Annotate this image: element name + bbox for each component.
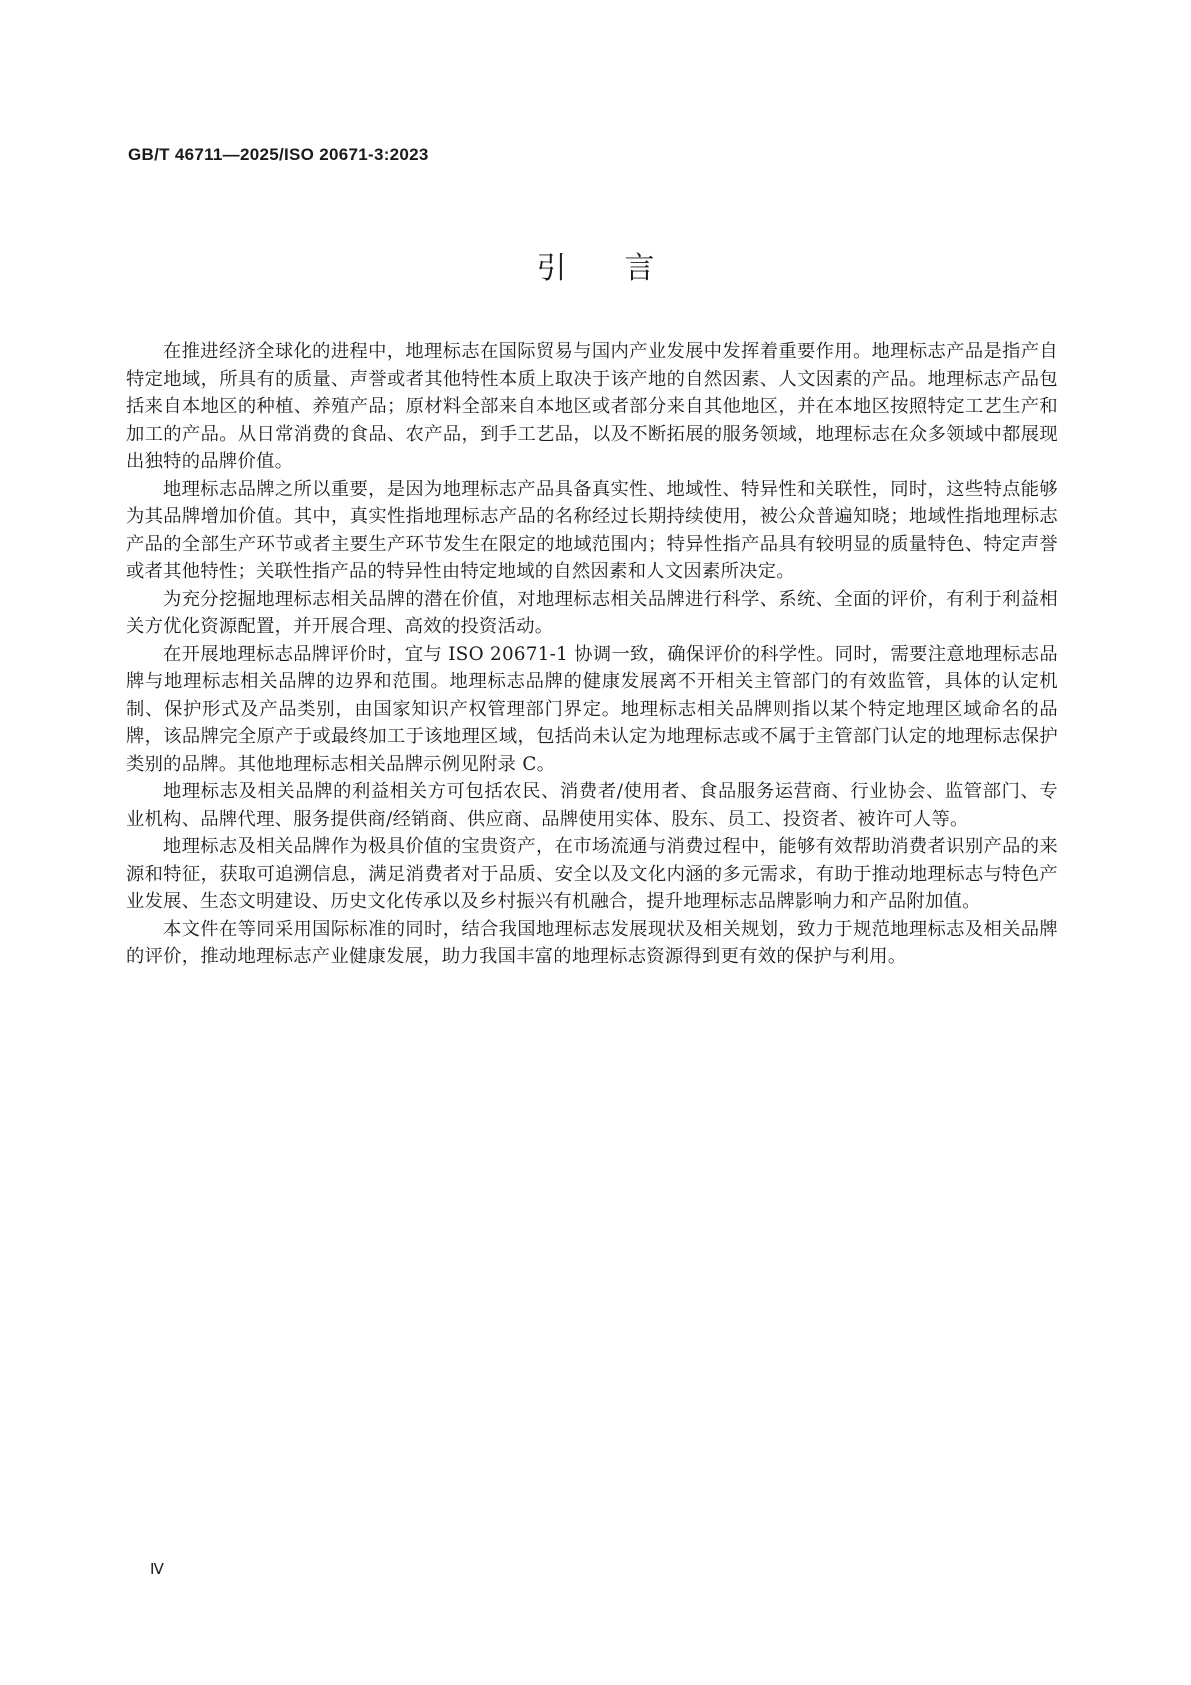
introduction-body	[126, 338, 1058, 971]
paragraph: 为充分挖掘地理标志相关品牌的潜在价值，对地理标志相关品牌进行科学、系统、全面的评价，有利于利益相关方优化资源配置，并开展合理、高效的投资活动。	[126, 588, 1058, 637]
page-number: Ⅳ	[150, 1562, 164, 1578]
paragraph: 地理标志品牌之所以重要，是因为地理标志产品具备真实性、地域性、特异性和关联性，同时，这些特点能够为其品牌增加价值。其中，真实性指地理标志产品的名称经过长期持续使用，被公众普遍知晓；地域性指地理标志产品的全部生产环节或者主要生产环节发生在限定的地域范围内；特异性指产品具有较明显的质量特色、特定声誉或者其他特性；关联性指产品的特异性由特定地域的自然因素和人文因素所决定。	[126, 478, 1058, 582]
page-title: 引言	[536, 251, 713, 286]
standard-code-header: GB/T 46711—2025/ISO 20671-3:2023	[128, 145, 429, 164]
paragraph: 地理标志及相关品牌作为极具价值的宝贵资产，在市场流通与消费过程中，能够有效帮助消费者识别产品的来源和特征，获取可追溯信息，满足消费者对于品质、安全以及文化内涵的多元需求，有助于推动地理标志与特色产业发展、生态文明建设、历史文化传承以及乡村振兴有机融合，提升地理标志品牌影响力和产品附加值。	[126, 836, 1058, 912]
paragraph: 在推进经济全球化的进程中，地理标志在国际贸易与国内产业发展中发挥着重要作用。地理标志产品是指产自特定地域，所具有的质量、声誉或者其他特性本质上取决于该产地的自然因素、人文因素的产品。地理标志产品包括来自本地区的种植、养殖产品；原材料全部来自本地区或者部分来自其他地区，并在本地区按照特定工艺生产和加工的产品。从日常消费的食品、农产品，到手工艺品，以及不断拓展的服务领域，地理标志在众多领域中都展现出独特的品牌价值。	[126, 341, 1058, 472]
paragraph: 在开展地理标志品牌评价时，宜与 ISO 20671-1 协调一致，确保评价的科学性。同时，需要注意地理标志品牌与地理标志相关品牌的边界和范围。地理标志品牌的健康发展离不开相关主管部门的有效监管，具体的认定机制、保护形式及产品类别，由国家知识产权管理部门界定。地理标志相关品牌则指以某个特定地理区域命名的品牌，该品牌完全原产于或最终加工于该地理区域，包括尚未认定为地理标志或不属于主管部门认定的地理标志保护类别的品牌。其他地理标志相关品牌示例见附录 C。	[126, 643, 1058, 775]
paragraph: 本文件在等同采用国际标准的同时，结合我国地理标志发展现状及相关规划，致力于规范地理标志及相关品牌的评价，推动地理标志产业健康发展，助力我国丰富的地理标志资源得到更有效的保护与利用。	[126, 918, 1058, 967]
paragraph: 地理标志及相关品牌的利益相关方可包括农民、消费者/使用者、食品服务运营商、行业协会、监管部门、专业机构、品牌代理、服务提供商/经销商、供应商、品牌使用实体、股东、员工、投资者、被许可人等。	[126, 781, 1058, 830]
